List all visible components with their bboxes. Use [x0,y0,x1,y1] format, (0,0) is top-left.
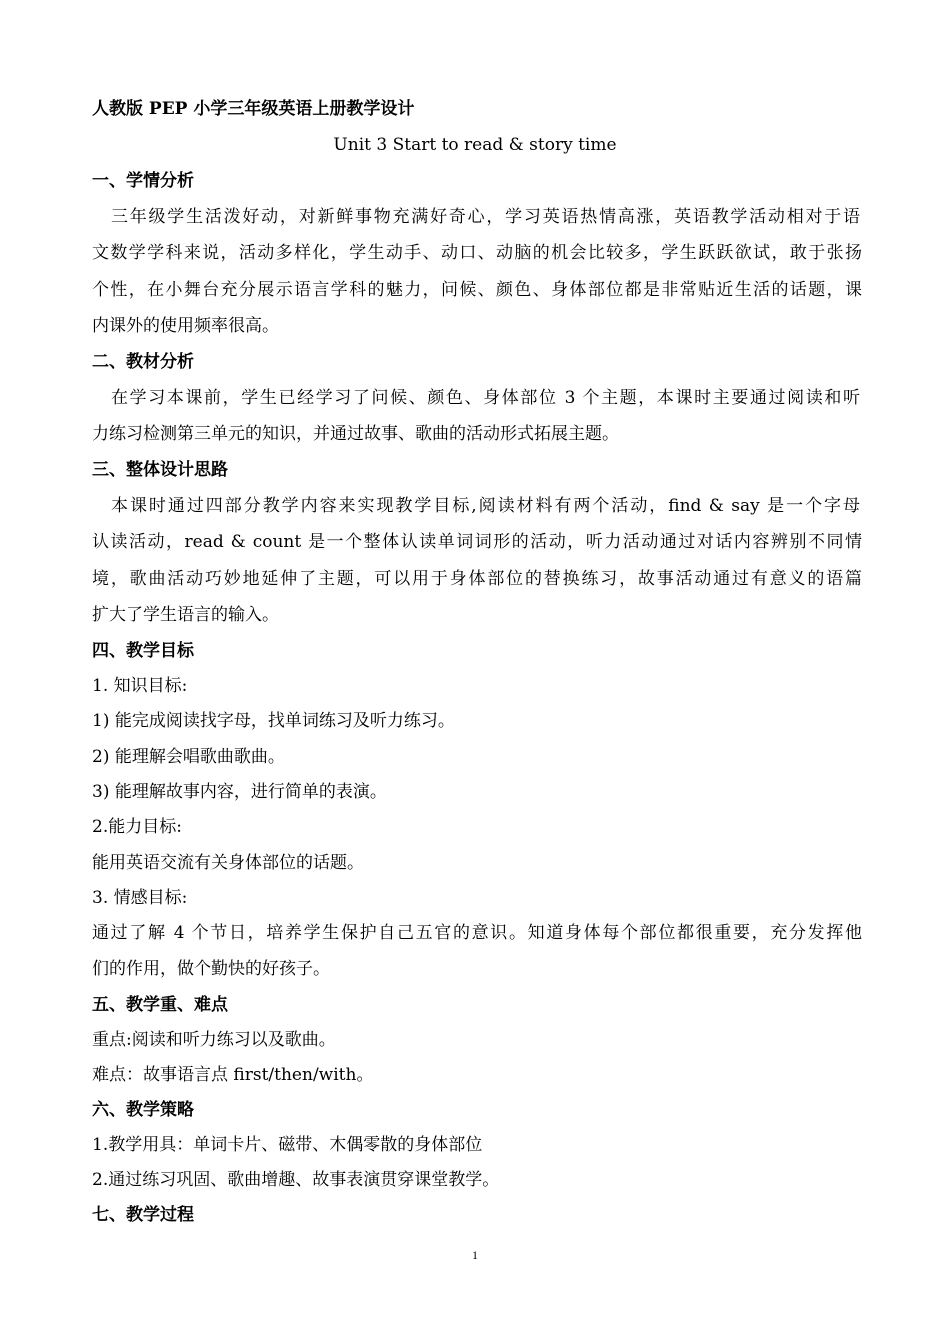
list-item: 重点:阅读和听力练习以及歌曲。 [92,1030,336,1050]
paragraph-line: 认读活动，read & count 是一个整体认读单词词形的活动，听力活动通过对话内容辨别不同情 [92,532,862,552]
section-heading-3: 三、整体设计思路 [92,460,228,480]
page-number: 1 [472,1248,478,1262]
document-subtitle: Unit 3 Start to read & story time [333,135,617,155]
paragraph-line: 个性，在小舞台充分展示语言学科的魅力，问候、颜色、身体部位都是非常贴近生活的话题，课 [92,280,862,300]
list-item: 2.能力目标: [92,817,182,837]
paragraph-line: 三年级学生活泼好动，对新鲜事物充满好奇心，学习英语热情高涨，英语教学活动相对于语 [111,207,860,227]
paragraph-line: 文数学学科来说，活动多样化，学生动手、动口、动脑的机会比较多，学生跃跃欲试，敢于张扬 [92,243,862,263]
section-heading-4: 四、教学目标 [92,641,194,661]
list-item: 1. 知识目标: [92,676,188,696]
document-title: 人教版 PEP 小学三年级英语上册教学设计 [92,99,415,119]
list-item: 能用英语交流有关身体部位的话题。 [92,853,364,873]
list-item: 难点：故事语言点 first/then/with。 [92,1065,374,1085]
list-item: 2.通过练习巩固、歌曲增趣、故事表演贯穿课堂教学。 [92,1170,500,1190]
section-heading-5: 五、教学重、难点 [92,995,228,1015]
paragraph-line: 在学习本课前，学生已经学习了问候、颜色、身体部位 3 个主题，本课时主要通过阅读和听 [111,388,860,408]
paragraph-line: 们的作用，做个勤快的好孩子。 [92,959,330,979]
paragraph-line: 力练习检测第三单元的知识，并通过故事、歌曲的活动形式拓展主题。 [92,424,619,444]
list-item: 3. 情感目标: [92,888,188,908]
list-item: 3) 能理解故事内容，进行简单的表演。 [92,782,387,802]
section-heading-7: 七、教学过程 [92,1205,194,1225]
paragraph-line: 扩大了学生语言的输入。 [92,605,279,625]
paragraph-line: 内课外的使用频率很高。 [92,316,279,336]
list-item: 1) 能完成阅读找字母，找单词练习及听力练习。 [92,711,455,731]
list-item: 2) 能理解会唱歌曲歌曲。 [92,747,285,767]
paragraph-line: 通过了解 4 个节日，培养学生保护自己五官的意识。知道身体每个部位都很重要，充分发挥他 [92,923,862,943]
paragraph-line: 本课时通过四部分教学内容来实现教学目标,阅读材料有两个活动，find & say 是一个字母 [111,496,860,516]
section-heading-2: 二、教材分析 [92,352,194,372]
section-heading-1: 一、学情分析 [92,171,194,191]
paragraph-line: 境，歌曲活动巧妙地延伸了主题，可以用于身体部位的替换练习，故事活动通过有意义的语篇 [92,569,862,589]
list-item: 1.教学用具：单词卡片、磁带、木偶零散的身体部位 [92,1135,483,1155]
section-heading-6: 六、教学策略 [92,1100,194,1120]
